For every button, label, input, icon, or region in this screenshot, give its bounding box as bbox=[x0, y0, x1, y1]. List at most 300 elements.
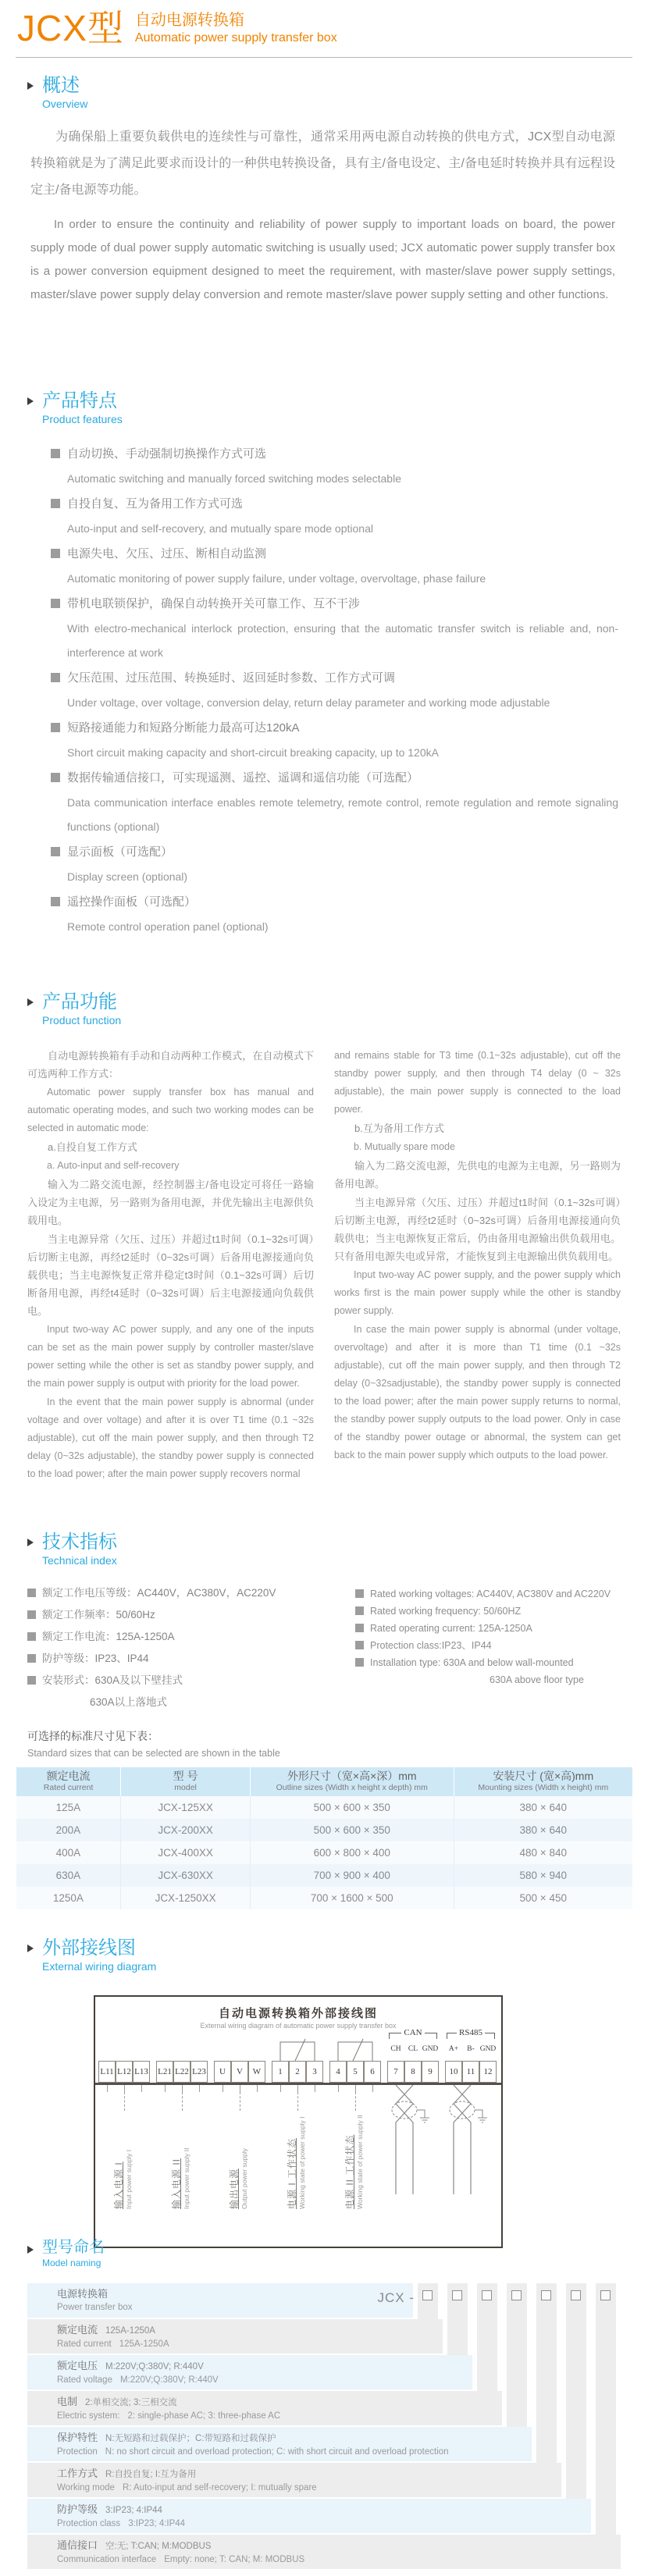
tech-text: Protection class:IP23、IP44 bbox=[370, 1640, 492, 1651]
terminal-1: 1 bbox=[272, 2061, 289, 2083]
terminal-2: 2 bbox=[289, 2061, 306, 2083]
group-label bbox=[344, 2115, 365, 2209]
cell-outline-size: 500 × 600 × 350 bbox=[250, 1819, 454, 1841]
square-bullet-icon bbox=[51, 449, 60, 458]
table-header-cell bbox=[121, 1767, 251, 1796]
dashed-lead bbox=[297, 2092, 298, 2111]
square-bullet-icon bbox=[51, 499, 60, 508]
naming-en bbox=[57, 2517, 591, 2530]
section-arrow-icon bbox=[27, 1539, 34, 1546]
square-bullet-icon bbox=[27, 1589, 36, 1597]
function-paragraph: 输入为二路交流电源，先供电的电源为主电源，另一路则为备用电源。 bbox=[334, 1160, 621, 1190]
table-row bbox=[16, 1887, 633, 1909]
group-label-en: Output power supply bbox=[240, 2148, 248, 2209]
function-paragraph: b.互为备用工作方式 bbox=[354, 1123, 444, 1134]
model-code-box-5 bbox=[571, 2290, 581, 2300]
naming-zh bbox=[57, 2431, 532, 2446]
naming-zh-value: 3:IP23; 4:IP44 bbox=[105, 2506, 162, 2515]
function-heading bbox=[27, 991, 621, 1028]
naming-band-1 bbox=[27, 2319, 443, 2354]
naming-zh-value: 2:单相交流; 3:三相交流 bbox=[85, 2398, 177, 2407]
page-header bbox=[17, 8, 337, 48]
group-label bbox=[287, 2117, 307, 2209]
tech-text: Rated working voltages: AC440V, AC380V and AC220V bbox=[370, 1589, 611, 1599]
feature-zh-text: 遥控操作面板（可选配） bbox=[67, 895, 197, 909]
feature-item bbox=[51, 665, 618, 715]
table-row bbox=[16, 1796, 633, 1819]
terminal-tick bbox=[338, 2085, 339, 2092]
group-label-zh: 电源 I 工作状态 bbox=[287, 2137, 297, 2209]
terminal-11: 11 bbox=[462, 2061, 479, 2083]
naming-band-0 bbox=[27, 2283, 413, 2318]
naming-zh bbox=[57, 2395, 502, 2410]
function-paragraph: Input two-way AC power supply, and the power supply which works first is the main power supply while the other is standby power supply. bbox=[334, 1269, 621, 1316]
header-en: Rated current bbox=[43, 1783, 94, 1792]
tech-item bbox=[355, 1637, 621, 1654]
heading-en: Model naming bbox=[42, 2258, 101, 2268]
square-bullet-icon bbox=[355, 1641, 364, 1649]
cell-rated-current: 400A bbox=[55, 1847, 81, 1859]
naming-en-value: N: no short circuit and overload protection; C: with short circuit and overload protection bbox=[105, 2447, 449, 2457]
naming-en bbox=[57, 2338, 443, 2350]
bracket-arm bbox=[389, 2033, 401, 2039]
feature-zh-text: 带机电联锁保护，确保自动转换开关可靠工作、互不干涉 bbox=[67, 597, 361, 610]
feature-item bbox=[51, 441, 618, 491]
feature-zh-text: 显示面板（可选配） bbox=[67, 845, 173, 859]
sizes-note-zh: 可选择的标准尺寸见下表： bbox=[27, 1730, 158, 1742]
terminal-8: 8 bbox=[404, 2061, 422, 2083]
heading-en: Overview bbox=[42, 98, 88, 110]
bracket-arm bbox=[425, 2033, 437, 2039]
square-bullet-icon bbox=[27, 1610, 36, 1619]
group-label-en: Input power supply I bbox=[125, 2149, 133, 2209]
naming-strip-4 bbox=[536, 2283, 557, 2463]
group-label-en: Input power supply II bbox=[183, 2147, 190, 2209]
section-arrow-icon bbox=[27, 397, 34, 405]
table-header-cell bbox=[454, 1767, 632, 1796]
square-bullet-icon bbox=[51, 723, 60, 732]
tech-item bbox=[355, 1654, 621, 1671]
naming-zh bbox=[57, 2323, 443, 2338]
rs485-pin-A+: A+ bbox=[448, 2045, 459, 2053]
contact-switch-icon bbox=[272, 2033, 323, 2061]
table-row bbox=[16, 1841, 633, 1864]
tech-item bbox=[27, 1626, 340, 1648]
model-code-box-4 bbox=[541, 2290, 551, 2300]
terminal-L11: L11 bbox=[98, 2061, 116, 2083]
cell-mounting-size: 380 × 640 bbox=[454, 1819, 632, 1841]
tech-text: 防护等级：IP23、IP44 bbox=[42, 1653, 149, 1664]
naming-band-7 bbox=[27, 2535, 621, 2569]
rs485-bracket bbox=[447, 2028, 495, 2039]
terminal-tick bbox=[165, 2085, 166, 2092]
feature-text-zh bbox=[51, 441, 618, 467]
square-bullet-icon bbox=[51, 773, 60, 782]
naming-zh-label: 电源转换箱 bbox=[57, 2288, 109, 2300]
tech-right-column bbox=[355, 1585, 621, 1688]
cell-outline-size: 700 × 900 × 400 bbox=[250, 1864, 454, 1887]
square-bullet-icon bbox=[355, 1658, 364, 1667]
tech-text: 630A above floor type bbox=[490, 1674, 584, 1685]
function-paragraph: b. Mutually spare mode bbox=[354, 1141, 455, 1152]
tech-item bbox=[355, 1671, 621, 1688]
feature-zh-text: 自投自复、互为备用工作方式可选 bbox=[67, 497, 244, 511]
feature-text-zh bbox=[51, 541, 618, 567]
naming-zh bbox=[57, 2359, 472, 2374]
square-bullet-icon bbox=[27, 1676, 36, 1685]
terminal-tick bbox=[257, 2085, 258, 2092]
group-label-zh: 输入电源 I bbox=[113, 2161, 124, 2209]
naming-band-6 bbox=[27, 2499, 591, 2533]
naming-en bbox=[57, 2446, 532, 2458]
twisted-pair-icon bbox=[442, 2085, 489, 2202]
terminal-tick bbox=[199, 2085, 200, 2092]
naming-en-value: Empty: none; T: CAN; M: MODBUS bbox=[164, 2555, 305, 2564]
section-features bbox=[27, 390, 618, 939]
function-paragraph: Automatic power supply transfer box has manual and automatic operating modes, and such two working modes can be selected in automatic mode: bbox=[27, 1087, 314, 1133]
naming-zh-label: 工作方式 bbox=[57, 2467, 98, 2479]
function-paragraph: In case the main power supply is abnormal (under voltage, overvoltage) and after it is more than T1 time (0.1 ~32s adjustable), cut off the main power supply, and then through T2 delay (0~32sadjustable), the standby power supply is connected to the load power; after the main power supply returns to normal, the standby power supply outputs to the load power. Only in case of the standby power outage or abnormal, the system can get back to the main power supply which outputs to the load power. bbox=[334, 1324, 621, 1461]
naming-zh-label: 电制 bbox=[57, 2396, 78, 2407]
overview-heading bbox=[27, 75, 618, 112]
feature-text-zh bbox=[51, 491, 618, 517]
can-bracket bbox=[389, 2028, 437, 2039]
square-bullet-icon bbox=[355, 1606, 364, 1615]
heading-en: Product features bbox=[42, 413, 123, 425]
tech-item bbox=[355, 1585, 621, 1603]
cell-model: JCX-1250XX bbox=[121, 1887, 251, 1909]
feature-item bbox=[51, 591, 618, 665]
naming-en-label: Power transfer box bbox=[57, 2303, 133, 2312]
feature-item bbox=[51, 889, 618, 939]
wiring-diagram-canvas bbox=[94, 1995, 503, 2248]
naming-zh-label: 额定电流 bbox=[57, 2324, 98, 2336]
feature-text-en: Remote control operation panel (optional) bbox=[67, 920, 269, 933]
cell-outline-size: 600 × 800 × 400 bbox=[250, 1841, 454, 1864]
terminal-tick bbox=[280, 2085, 281, 2092]
square-bullet-icon bbox=[355, 1589, 364, 1598]
terminal-L23: L23 bbox=[190, 2061, 208, 2083]
cell-model: JCX-200XX bbox=[121, 1819, 251, 1841]
square-bullet-icon bbox=[51, 847, 60, 856]
feature-zh-text: 电源失电、欠压、过压、断相自动监测 bbox=[67, 547, 267, 560]
naming-en-value: 125A-1250A bbox=[119, 2339, 169, 2349]
group-label bbox=[171, 2148, 191, 2209]
naming-en bbox=[57, 2482, 561, 2494]
group-label-en: Working state of power supply II bbox=[356, 2115, 364, 2209]
function-paragraph: 自动电源转换箱有手动和自动两种工作模式，在自动模式下可选两种工作方式： bbox=[27, 1050, 314, 1080]
section-model-naming bbox=[27, 2239, 621, 2564]
function-left-column bbox=[27, 1047, 314, 1484]
heading-en: Technical index bbox=[42, 1554, 117, 1567]
table-header-cell bbox=[16, 1767, 121, 1796]
overview-paragraph-zh: 为确保船上重要负载供电的连续性与可靠性，通常采用两电源自动转换的供电方式，JCX型自动电源转换箱就是为了满足此要求而设计的一种供电转换设备，具有主/备电设定、主/备电延时转换并具有远程设定主/备电源等功能。 bbox=[30, 130, 615, 197]
naming-bands bbox=[27, 2283, 621, 2571]
naming-heading bbox=[27, 2239, 621, 2269]
terminal-7: 7 bbox=[387, 2061, 404, 2083]
heading-zh: 型号命名 bbox=[42, 2239, 105, 2256]
naming-zh-label: 通信接口 bbox=[57, 2539, 98, 2551]
naming-strip-5 bbox=[566, 2283, 586, 2499]
can-pin-CL: CL bbox=[408, 2045, 418, 2053]
naming-en-value: 2: single-phase AC; 3: three-phase AC bbox=[127, 2411, 281, 2421]
dashed-lead bbox=[182, 2092, 183, 2111]
feature-text-en: Under voltage, over voltage, conversion delay, return delay parameter and working mode adjustable bbox=[67, 696, 550, 709]
diagram-title-en: External wiring diagram of automatic power supply transfer box bbox=[200, 2022, 397, 2030]
naming-zh-value: M:220V;Q:380V; R:440V bbox=[105, 2362, 204, 2371]
table-row bbox=[16, 1819, 633, 1841]
feature-text-en: Data communication interface enables remote telemetry, remote control, remote regulation and remote signaling functions (optional) bbox=[67, 796, 618, 833]
feature-zh-text: 自动切换、手动强制切换操作方式可选 bbox=[67, 447, 267, 461]
cell-model: JCX-630XX bbox=[121, 1864, 251, 1887]
tech-item bbox=[355, 1620, 621, 1637]
group-label-zh: 电源 II 工作状态 bbox=[344, 2134, 355, 2209]
dashed-lead bbox=[355, 2092, 356, 2111]
function-paragraph: a.自投自复工作方式 bbox=[48, 1141, 137, 1153]
tech-left-column bbox=[27, 1582, 340, 1713]
model-code-box-3 bbox=[511, 2290, 522, 2300]
bracket-arm bbox=[485, 2033, 495, 2039]
naming-en bbox=[57, 2374, 472, 2386]
can-pin-GND: GND bbox=[422, 2045, 439, 2053]
cell-mounting-size: 500 × 450 bbox=[454, 1887, 632, 1909]
feature-text-zh bbox=[51, 765, 618, 791]
feature-item bbox=[51, 541, 618, 591]
square-bullet-icon bbox=[51, 673, 60, 682]
naming-en-label: Working mode bbox=[57, 2483, 115, 2492]
contact-switch-icon bbox=[329, 2033, 381, 2061]
diagram-title-zh: 自动电源转换箱外部接线图 bbox=[218, 2008, 378, 2020]
naming-zh bbox=[57, 2539, 621, 2553]
terminal-tick bbox=[141, 2085, 142, 2092]
section-arrow-icon bbox=[27, 1944, 34, 1952]
cell-outline-size: 700 × 1600 × 500 bbox=[250, 1887, 454, 1909]
group-label-en: Working state of power supply I bbox=[298, 2116, 306, 2209]
cell-rated-current: 630A bbox=[55, 1870, 81, 1881]
tech-text: 额定工作电流：125A-1250A bbox=[42, 1631, 175, 1642]
can-bus-label: CAN bbox=[404, 2028, 422, 2037]
terminal-tick bbox=[355, 2085, 356, 2092]
function-paragraph: Input two-way AC power supply, and any one of the inputs can be set as the main power supply by controller master/slave power setting while the other is set as standby power supply, and the main power supply is output with priority for the load power. bbox=[27, 1324, 314, 1389]
cell-mounting-size: 480 × 840 bbox=[454, 1841, 632, 1864]
feature-zh-text: 欠压范围、过压范围、转换延时、返回延时参数、工作方式可调 bbox=[67, 671, 396, 685]
naming-band-5 bbox=[27, 2463, 561, 2497]
feature-zh-text: 短路接通能力和短路分断能力最高可达120kA bbox=[67, 721, 300, 735]
naming-en-label: Electric system: bbox=[57, 2411, 120, 2421]
naming-band-4 bbox=[27, 2427, 532, 2461]
cell-rated-current: 200A bbox=[55, 1824, 81, 1836]
group-label-zh: 输入电源 II bbox=[171, 2158, 182, 2209]
naming-en bbox=[57, 2410, 502, 2422]
feature-text-en: With electro-mechanical interlock protection, ensuring that the automatic transfer switch is reliable and, non-interference at work bbox=[67, 622, 618, 659]
terminal-4: 4 bbox=[329, 2061, 347, 2083]
feature-item bbox=[51, 715, 618, 765]
terminal-10: 10 bbox=[445, 2061, 462, 2083]
section-tech-index bbox=[27, 1532, 621, 1708]
section-arrow-icon bbox=[27, 2246, 34, 2254]
tech-text: 安装形式：630A及以下壁挂式 bbox=[42, 1674, 183, 1686]
tech-item bbox=[27, 1648, 340, 1670]
function-paragraph: a. Auto-input and self-recovery bbox=[47, 1160, 180, 1171]
feature-zh-text: 数据传输通信接口，可实现遥测、遥控、遥调和遥信功能（可选配） bbox=[67, 771, 419, 785]
heading-zh: 概述 bbox=[42, 75, 80, 96]
feature-text-zh bbox=[51, 591, 618, 617]
feature-text-en: Automatic switching and manually forced switching modes selectable bbox=[67, 472, 401, 485]
naming-zh-label: 防护等级 bbox=[57, 2503, 98, 2515]
table-body bbox=[16, 1796, 633, 1909]
naming-zh-value: N:无短路和过载保护；C:带短路和过载保护 bbox=[105, 2434, 276, 2443]
terminal-5: 5 bbox=[347, 2061, 364, 2083]
tech-text: Installation type: 630A and below wall-mounted bbox=[370, 1657, 574, 1668]
naming-strip-3 bbox=[507, 2283, 527, 2427]
tech-text: 630A以上落地式 bbox=[90, 1696, 168, 1708]
cell-rated-current: 1250A bbox=[52, 1892, 84, 1904]
group-label bbox=[113, 2150, 134, 2209]
brand-model: JCX型 bbox=[17, 8, 124, 48]
feature-text-zh bbox=[51, 665, 618, 691]
terminal-L21: L21 bbox=[156, 2061, 173, 2083]
product-title-zh: 自动电源转换箱 bbox=[134, 12, 244, 29]
features-heading bbox=[27, 390, 618, 427]
function-right-column bbox=[334, 1047, 621, 1484]
tech-text: Rated working frequency: 50/60HZ bbox=[370, 1606, 522, 1617]
square-bullet-icon bbox=[51, 599, 60, 608]
feature-text-en: Automatic monitoring of power supply failure, under voltage, overvoltage, phase failure bbox=[67, 572, 486, 585]
square-bullet-icon bbox=[355, 1624, 364, 1632]
heading-zh: 产品特点 bbox=[42, 390, 117, 411]
naming-band-2 bbox=[27, 2355, 472, 2389]
twisted-pair-icon bbox=[384, 2085, 431, 2202]
heading-en: Product function bbox=[42, 1014, 122, 1026]
naming-en-label: Rated voltage bbox=[57, 2375, 112, 2385]
square-bullet-icon bbox=[27, 1632, 36, 1641]
tech-text: Rated operating current: 125A-1250A bbox=[370, 1623, 532, 1634]
terminal-tick bbox=[297, 2085, 298, 2092]
tech-item bbox=[27, 1692, 340, 1713]
naming-zh-value: 空:无; T:CAN; M:MODBUS bbox=[105, 2542, 212, 2551]
model-prefix-text: JCX bbox=[377, 2290, 405, 2305]
cell-mounting-size: 380 × 640 bbox=[454, 1796, 632, 1819]
feature-text-zh bbox=[51, 839, 618, 865]
table-row bbox=[16, 1864, 633, 1887]
header-titles bbox=[135, 8, 337, 46]
header-zh: 安装尺寸 (宽×高)mm bbox=[493, 1770, 594, 1782]
terminal-9: 9 bbox=[422, 2061, 439, 2083]
model-code-box-2 bbox=[482, 2290, 492, 2300]
cell-rated-current: 125A bbox=[55, 1802, 81, 1813]
group-label-zh: 输出电源 bbox=[229, 2168, 240, 2209]
terminal-tick bbox=[182, 2085, 183, 2092]
rs485-pin-B-: B- bbox=[467, 2045, 475, 2053]
naming-en-label: Protection class bbox=[57, 2519, 121, 2528]
terminal-tick bbox=[372, 2085, 373, 2092]
naming-zh-label: 额定电压 bbox=[57, 2360, 98, 2371]
terminal-W: W bbox=[248, 2061, 265, 2083]
function-paragraph: In the event that the main power supply is abnormal (under voltage and over voltage) and after it is over T1 time (0.1 ~32s adjustable), cut off the main power supply, and then through T2 delay (0~32s adjustable), the standby power supply is connected to the load power; after the main power supply recovers normal bbox=[27, 1397, 314, 1479]
feature-item bbox=[51, 839, 618, 889]
terminal-L13: L13 bbox=[133, 2061, 150, 2083]
tech-text: 额定工作电压等级：AC440V，AC380V，AC220V bbox=[42, 1587, 276, 1599]
square-bullet-icon bbox=[51, 897, 60, 906]
function-paragraph: 当主电源异常（欠压、过压）并超过t1时间（0.1~32s可调）后切断主电源，再经t2延时（0~32s可调）后备用电源接通向负载供电；当主电源恢复正常后，仍由备用电源输出供负载用电。只有备用电源失电或异常，才能恢复到主电源输出供负载用电。 bbox=[334, 1197, 621, 1262]
dashed-lead bbox=[124, 2092, 125, 2111]
table-header-cell bbox=[250, 1767, 454, 1796]
section-function bbox=[27, 991, 621, 1484]
function-columns bbox=[27, 1047, 621, 1484]
tech-heading bbox=[27, 1532, 621, 1568]
naming-zh-label: 保护特性 bbox=[57, 2432, 98, 2443]
naming-band-3 bbox=[27, 2391, 502, 2425]
function-paragraph: 当主电源异常（欠压、过压）并超过t1时间（0.1~32s可调）后切断主电源，再经t2延时（0~32s可调）后备用电源接通向负载供电；当主电源恢复正常并稳定t3时间（0.1~32s可调）后切断备用电源，再经t4延时（0~32s可调）后主电源接通向负载供电。 bbox=[27, 1233, 314, 1317]
terminal-tick bbox=[107, 2085, 108, 2092]
section-arrow-icon bbox=[27, 998, 34, 1006]
sizes-note-en: Standard sizes that can be selected are shown in the table bbox=[27, 1748, 280, 1759]
table-header-row bbox=[16, 1767, 633, 1796]
heading-zh: 产品功能 bbox=[42, 991, 117, 1012]
naming-en-label: Communication interface bbox=[57, 2555, 157, 2564]
model-code-box-1 bbox=[452, 2290, 462, 2300]
square-bullet-icon bbox=[51, 549, 60, 558]
header-en: Mounting sizes (Width x height) mm bbox=[478, 1783, 609, 1792]
tech-item bbox=[355, 1603, 621, 1620]
header-zh: 外形尺寸（宽×高×深）mm bbox=[287, 1770, 417, 1782]
naming-strip-6 bbox=[596, 2283, 616, 2535]
feature-text-en: Display screen (optional) bbox=[67, 870, 188, 883]
naming-zh-value: 125A-1250A bbox=[105, 2326, 155, 2336]
header-divider bbox=[16, 57, 632, 58]
model-code-box-0 bbox=[422, 2290, 433, 2300]
cell-outline-size: 500 × 600 × 350 bbox=[250, 1796, 454, 1819]
overview-paragraph-en: In order to ensure the continuity and reliability of power supply to important loads on board, the power supply mode of dual power supply automatic switching is usually used; JCX automatic power supply transfer box is a power conversion equipment designed to meet the requirement, with master/slave power supply settings, master/slave power supply delay conversion and remote master/slave power supply setting and other functions. bbox=[30, 218, 615, 301]
cell-model: JCX-400XX bbox=[121, 1841, 251, 1864]
feature-text-en: Auto-input and self-recovery, and mutually spare mode optional bbox=[67, 522, 373, 535]
heading-zh: 技术指标 bbox=[42, 1532, 117, 1553]
busbar-line bbox=[95, 2083, 501, 2085]
terminal-L22: L22 bbox=[173, 2061, 190, 2083]
tech-text: 额定工作频率：50/60Hz bbox=[42, 1609, 155, 1621]
sizes-note bbox=[27, 1727, 280, 1761]
naming-en-value: 3:IP23; 4:IP44 bbox=[128, 2519, 186, 2528]
function-paragraph: 输入为二路交流电源，经控制器主/备电设定可将任一路输入设定为主电源，另一路则为备用电源，并优先输出主电源供负载用电。 bbox=[27, 1179, 314, 1226]
terminal-6: 6 bbox=[364, 2061, 381, 2083]
naming-zh bbox=[57, 2503, 591, 2517]
terminal-V: V bbox=[231, 2061, 248, 2083]
bracket-arm bbox=[447, 2033, 457, 2039]
heading-en: External wiring diagram bbox=[42, 1960, 157, 1973]
naming-en bbox=[57, 2553, 621, 2566]
header-zh: 额定电流 bbox=[46, 1770, 91, 1782]
section-arrow-icon bbox=[27, 82, 34, 90]
section-overview bbox=[27, 75, 618, 307]
cell-model: JCX-125XX bbox=[121, 1796, 251, 1819]
terminal-U: U bbox=[214, 2061, 231, 2083]
naming-en-label: Rated current bbox=[57, 2339, 112, 2349]
feature-text-zh bbox=[51, 889, 618, 915]
heading-zh: 外部接线图 bbox=[42, 1937, 136, 1959]
header-en: Outline sizes (Width x height x depth) mm bbox=[276, 1783, 428, 1792]
can-pin-CH: CH bbox=[390, 2045, 401, 2053]
section-wiring bbox=[27, 1937, 621, 2209]
rs485-bus-label: RS485 bbox=[459, 2028, 482, 2037]
product-title-en: Automatic power supply transfer box bbox=[134, 31, 337, 44]
naming-en-value: R: Auto-input and self-recovery; I: mutually spare bbox=[122, 2483, 317, 2492]
model-code-box-6 bbox=[600, 2290, 611, 2300]
wiring-heading bbox=[27, 1937, 621, 1974]
tech-item bbox=[27, 1604, 340, 1626]
cell-mounting-size: 580 × 940 bbox=[454, 1864, 632, 1887]
model-prefix: JCX - bbox=[377, 2290, 415, 2305]
feature-text-en: Short circuit making capacity and short-circuit breaking capacity, up to 120kA bbox=[67, 746, 439, 759]
